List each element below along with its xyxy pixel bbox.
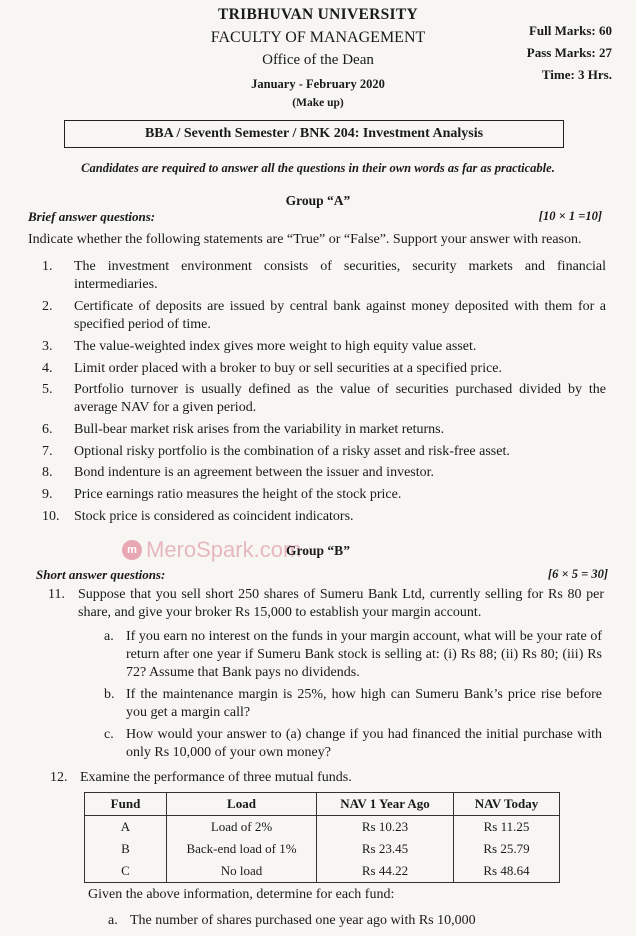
table-cell: Rs 11.25 xyxy=(454,816,560,839)
question-11-part-c xyxy=(104,726,602,762)
group-a-title: Group “A” xyxy=(285,193,351,208)
list-item xyxy=(28,360,606,378)
table-cell: B xyxy=(85,838,167,860)
list-item xyxy=(28,464,606,482)
list-item xyxy=(28,421,606,439)
question-text: Bull-bear market risk arises from the variability in market returns. xyxy=(74,422,445,438)
question-number: 1. xyxy=(42,259,53,274)
question-number: 6. xyxy=(42,422,53,438)
list-item xyxy=(28,298,606,334)
group-b-section-label: Short answer questions: xyxy=(36,567,166,582)
list-item xyxy=(28,258,606,294)
question-12-instruction: Given the above information, determine for each fund: xyxy=(88,887,395,902)
list-item xyxy=(28,508,606,526)
question-number: 7. xyxy=(42,443,53,459)
question-text: Stock price is considered as coincident indicators. xyxy=(74,508,354,524)
question-text: Portfolio turnover is usually defined as the value of securities purchased divided by the average NAV for a given period. xyxy=(74,382,606,416)
table-cell: Back-end load of 1% xyxy=(167,838,317,860)
question-12-part-a xyxy=(108,912,608,930)
pass-marks: Pass Marks: 27 xyxy=(526,45,612,60)
exam-makeup-label: (Make up) xyxy=(292,97,344,109)
column-header: NAV 1 Year Ago xyxy=(317,793,454,816)
question-text: Bond indenture is an agreement between the issuer and investor. xyxy=(74,465,435,481)
question-text: Limit order placed with a broker to buy or sell securities at a specified price. xyxy=(74,360,503,376)
group-a-question-list xyxy=(28,258,606,529)
question-number: 3. xyxy=(42,339,53,354)
watermark: MeroSpark.com xyxy=(146,537,302,562)
group-a-intro: Indicate whether the following statements are “True” or “False”. Support your answer with reason. xyxy=(28,232,582,247)
part-label: a. xyxy=(104,629,114,644)
column-header: NAV Today xyxy=(454,793,560,816)
exam-date: January - February 2020 xyxy=(251,77,385,91)
question-number: 8. xyxy=(42,465,53,481)
office-name: Office of the Dean xyxy=(262,52,374,68)
table-row xyxy=(85,860,560,883)
full-marks: Full Marks: 60 xyxy=(528,23,612,38)
table-cell: Rs 10.23 xyxy=(317,816,454,839)
column-header: Fund xyxy=(85,793,167,816)
table-cell: Rs 23.45 xyxy=(317,838,454,860)
list-item xyxy=(28,338,606,356)
group-b-title: Group “B” xyxy=(286,543,350,558)
question-11-part-b xyxy=(104,686,602,722)
time-allowed: Time: 3 Hrs. xyxy=(541,67,612,82)
question-number: 4. xyxy=(42,360,53,376)
list-item xyxy=(28,381,606,417)
watermark-logo-icon: m xyxy=(122,540,142,560)
question-text: Price earnings ratio measures the height of the stock price. xyxy=(74,486,402,502)
question-text: The value-weighted index gives more weight to high equity value asset. xyxy=(74,339,477,354)
table-cell: A xyxy=(85,816,167,839)
group-a-marks: [10 × 1 =10] xyxy=(538,209,602,223)
part-label: c. xyxy=(104,727,114,742)
list-item xyxy=(28,443,606,461)
question-number: 2. xyxy=(42,299,53,314)
question-11-part-a xyxy=(104,628,602,682)
question-number: 11. xyxy=(48,587,65,602)
mutual-funds-table xyxy=(84,792,560,883)
table-cell: No load xyxy=(167,860,317,883)
question-number: 12. xyxy=(50,770,68,785)
part-label: b. xyxy=(104,687,115,702)
question-text: Certificate of deposits are issued by central bank against money deposited with them for a specified period of time. xyxy=(74,299,606,332)
university-name: TRIBHUVAN UNIVERSITY xyxy=(218,6,418,23)
table-cell: Rs 48.64 xyxy=(454,860,560,883)
question-text: The investment environment consists of securities, security markets and financial intermediaries. xyxy=(74,259,606,292)
question-number: 9. xyxy=(42,486,53,502)
question-number: 5. xyxy=(42,382,53,398)
course-title-box: BBA / Seventh Semester / BNK 204: Investment Analysis xyxy=(64,120,564,148)
table-row xyxy=(85,838,560,860)
part-text: If the maintenance margin is 25%, how high can Sumeru Bank’s price rise before you get a margin call? xyxy=(126,687,602,720)
table-cell: Load of 2% xyxy=(167,816,317,839)
table-cell: C xyxy=(85,860,167,883)
table-cell: Rs 44.22 xyxy=(317,860,454,883)
part-text: How would your answer to (a) change if you had financed the initial purchase with only Rs 10,000 of your own money? xyxy=(126,727,602,760)
question-text: Examine the performance of three mutual funds. xyxy=(80,770,352,785)
question-11 xyxy=(48,586,604,622)
question-12 xyxy=(50,769,606,787)
faculty-name: FACULTY OF MANAGEMENT xyxy=(210,29,426,46)
question-text: Optional risky portfolio is the combination of a risky asset and risk-free asset. xyxy=(74,443,510,459)
table-row xyxy=(85,816,560,839)
marks-block xyxy=(527,20,612,86)
table-header-row xyxy=(85,793,560,816)
instructions: Candidates are required to answer all the questions in their own words as far as practicable. xyxy=(81,161,555,175)
column-header: Load xyxy=(167,793,317,816)
group-a-section-label: Brief answer questions: xyxy=(28,209,156,224)
part-text: The number of shares purchased one year ago with Rs 10,000 xyxy=(130,913,476,928)
part-text: If you earn no interest on the funds in your margin account, what will be your rate of return after one year if Sumeru Bank stock is selling at: (i) Rs 88; (ii) Rs 80; (iii) Rs 72? Assume that Bank pays no dividends. xyxy=(126,629,602,680)
question-text: Suppose that you sell short 250 shares of Sumeru Bank Ltd, currently selling for Rs 80 per share, and give your broker Rs 15,000 to establish your margin account. xyxy=(78,587,604,620)
list-item xyxy=(28,486,606,504)
question-number: 10. xyxy=(42,508,60,524)
group-b-marks: [6 × 5 = 30] xyxy=(547,567,608,581)
table-cell: Rs 25.79 xyxy=(454,838,560,860)
part-label: a. xyxy=(108,913,118,928)
